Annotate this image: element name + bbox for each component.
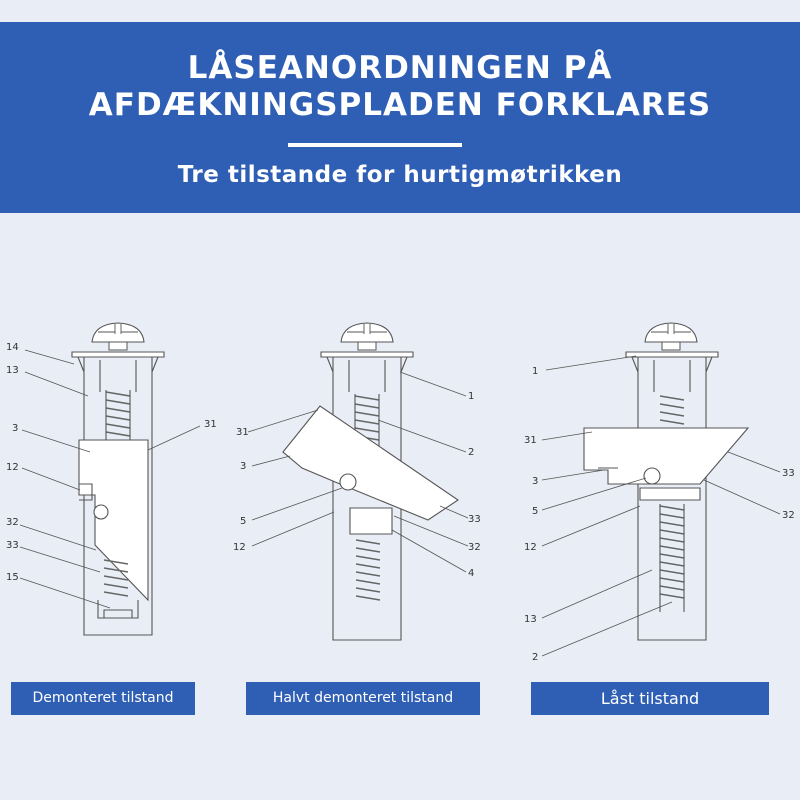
label-31: 31 (524, 435, 537, 446)
diagram-demonteret (6, 323, 217, 635)
label-3: 3 (240, 461, 247, 472)
label-4: 4 (468, 568, 475, 579)
caption-laast: Låst tilstand (531, 682, 769, 715)
title-divider (288, 143, 462, 147)
label-32: 32 (6, 517, 19, 528)
caption-demonteret: Demonteret tilstand (11, 682, 195, 715)
diagram-halvt-demonteret (233, 323, 481, 640)
page-title (0, 50, 800, 124)
diagram-laast (524, 323, 795, 663)
label-13: 13 (6, 365, 19, 376)
caption-halvt-demonteret: Halvt demonteret tilstand (246, 682, 480, 715)
title-line-2: AFDÆKNINGSPLADEN FORKLARES (88, 87, 712, 123)
label-32: 32 (468, 542, 481, 553)
label-12: 12 (524, 542, 537, 553)
header-banner (0, 22, 800, 213)
label-14: 14 (6, 342, 19, 353)
label-33: 33 (6, 540, 19, 551)
quick-nut-diagram (0, 300, 800, 680)
label-33: 33 (782, 468, 795, 479)
label-15: 15 (6, 572, 19, 583)
label-5: 5 (240, 516, 247, 527)
page-subtitle: Tre tilstande for hurtigmøtrikken (177, 162, 623, 188)
label-3: 3 (12, 423, 19, 434)
label-32: 32 (782, 510, 795, 521)
label-31: 31 (236, 427, 249, 438)
label-2: 2 (532, 652, 539, 663)
label-12: 12 (233, 542, 246, 553)
label-12: 12 (6, 462, 19, 473)
label-5: 5 (532, 506, 539, 517)
label-2: 2 (468, 447, 475, 458)
label-3: 3 (532, 476, 539, 487)
label-1: 1 (532, 366, 539, 377)
label-13: 13 (524, 614, 537, 625)
label-31: 31 (204, 419, 217, 430)
label-1: 1 (468, 391, 475, 402)
label-33: 33 (468, 514, 481, 525)
title-line-1: LÅSEANORDNINGEN PÅ (187, 50, 613, 86)
